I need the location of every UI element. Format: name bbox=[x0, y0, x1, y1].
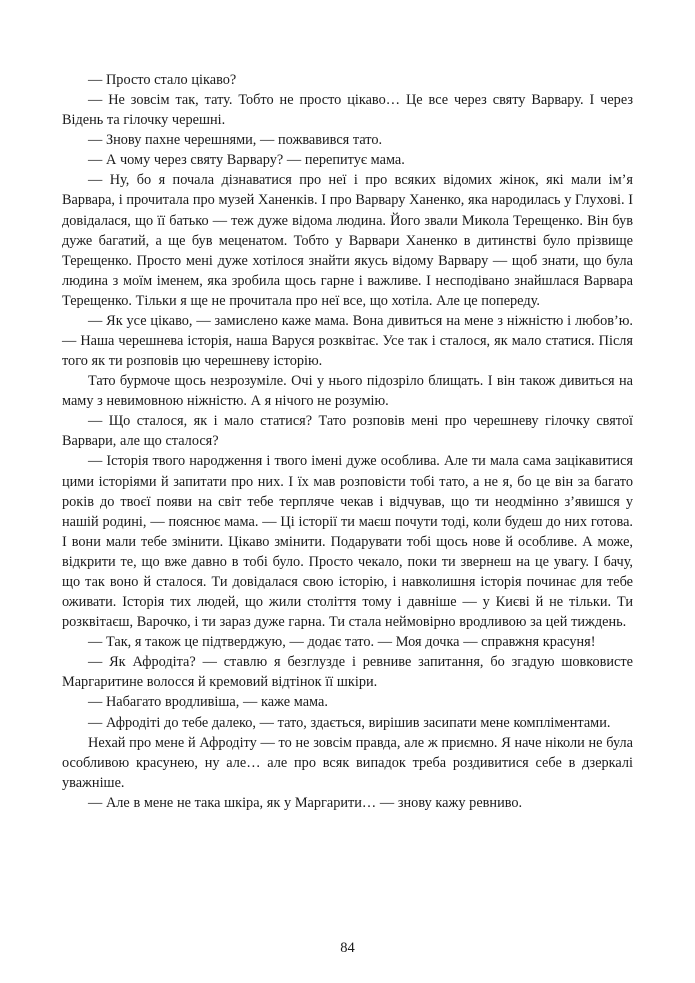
paragraph: — Так, я також це підтверджую, — додає тато. — Моя дочка — справжня красуня! bbox=[88, 634, 596, 651]
paragraph: — Ну, бо я почала дізнаватися про неї і про всяких відомих жінок, які мали ім’я Варвара, і прочитала про музей Ханенків. І про Варвару Ханенко, яка народилась у Глухові. І довідалася, що її батько — теж дуже відома людина. Його звали Микола Терещенко. Він був дуже багатий, а ще був меценатом. Тобто у Варвари Ханенко в дитинстві було прізвище Терещенко. Просто мені дуже хотілося знайти якусь відому Варвару — щоб знати, що була людина з моїм іменем, яка зробила щось гарне і важливе. І несподівано знайшлася Варвара Терещенко. Тільки я ще не прочитала про неї все, що хотіла. Але це попереду. bbox=[62, 172, 633, 309]
paragraph: — Набагато вродливіша, — каже мама. bbox=[88, 694, 328, 711]
paragraph: Нехай про мене й Афродіту — то не зовсім правда, але ж приємно. Я наче ніколи не була особливою красунею, ну але… але про всяк випадок треба роздивитися себе в дзеркалі уважніше. bbox=[62, 734, 633, 791]
paragraph: Тато бурмоче щось незрозуміле. Очі у нього підозріло блищать. І він також дивиться на маму з невимовною ніжністю. А я нічого не розумію. bbox=[62, 373, 633, 410]
paragraph: — Афродіті до тебе далеко, — тато, здається, вирішив засипати мене компліментами. bbox=[88, 714, 611, 731]
page-body bbox=[62, 70, 633, 813]
paragraph: — Як Афродіта? — ставлю я безглузде і ревниве запитання, бо згадую шовковисте Маргаритине волосся й кремовий відтінок її шкіри. bbox=[62, 654, 633, 691]
paragraph: — Як усе цікаво, — замислено каже мама. Вона дивиться на мене з ніжністю і любов’ю. — Наша черешнева історія, наша Варуся розквітає. Усе так і сталося, як мало статися. Після того як ти розповів цю черешневу історію. bbox=[62, 312, 633, 370]
page-number: 84 bbox=[340, 940, 355, 956]
paragraph: — А чому через святу Варвару? — перепитує мама. bbox=[88, 152, 405, 169]
paragraph: — Не зовсім так, тату. Тобто не просто цікаво… Це все через святу Варвару. І через Відень та гілочку черешні. bbox=[62, 92, 633, 129]
paragraph: — Знову пахне черешнями, — пожвавився тато. bbox=[88, 132, 383, 149]
paragraph: — Що сталося, як і мало статися? Тато розповів мені про черешневу гілочку святої Варвари, але що сталося? bbox=[62, 413, 633, 450]
paragraph: — Просто стало цікаво? bbox=[88, 72, 237, 88]
paragraph: — Історія твого народження і твого імені дуже особлива. Але ти мала сама зацікавитися цими історіями й запитати про них. І їх мав розповісти тобі тато, а не я, бо це він за багато років до твоєї появи на світ тебе терпляче чекав і відчував, що ти неодмінно з’явишся у нашій родині, — пояснює мама. — Ці історії ти маєш почути тоді, коли будеш до них готова. І вони мали тебе змінити. Цікаво змінити. Подарувати тобі щось нове й особливе. А може, відкрити те, що вже давно в тобі було. Просто чекало, поки ти звернеш на це увагу. І бачу, що так воно й сталося. Ти довідалася свою історію, і навколишня історія починає для тебе оживати. Історія тих людей, що жили століття тому і давніше — у Києві й не тільки. Ти розквітаєш, Варочко, і ти зараз дуже гарна. Ти стала неймовірно вродливою за цей тиждень. bbox=[62, 453, 633, 631]
paragraph: — Але в мене не така шкіра, як у Маргарити… — знову кажу ревниво. bbox=[88, 794, 523, 811]
